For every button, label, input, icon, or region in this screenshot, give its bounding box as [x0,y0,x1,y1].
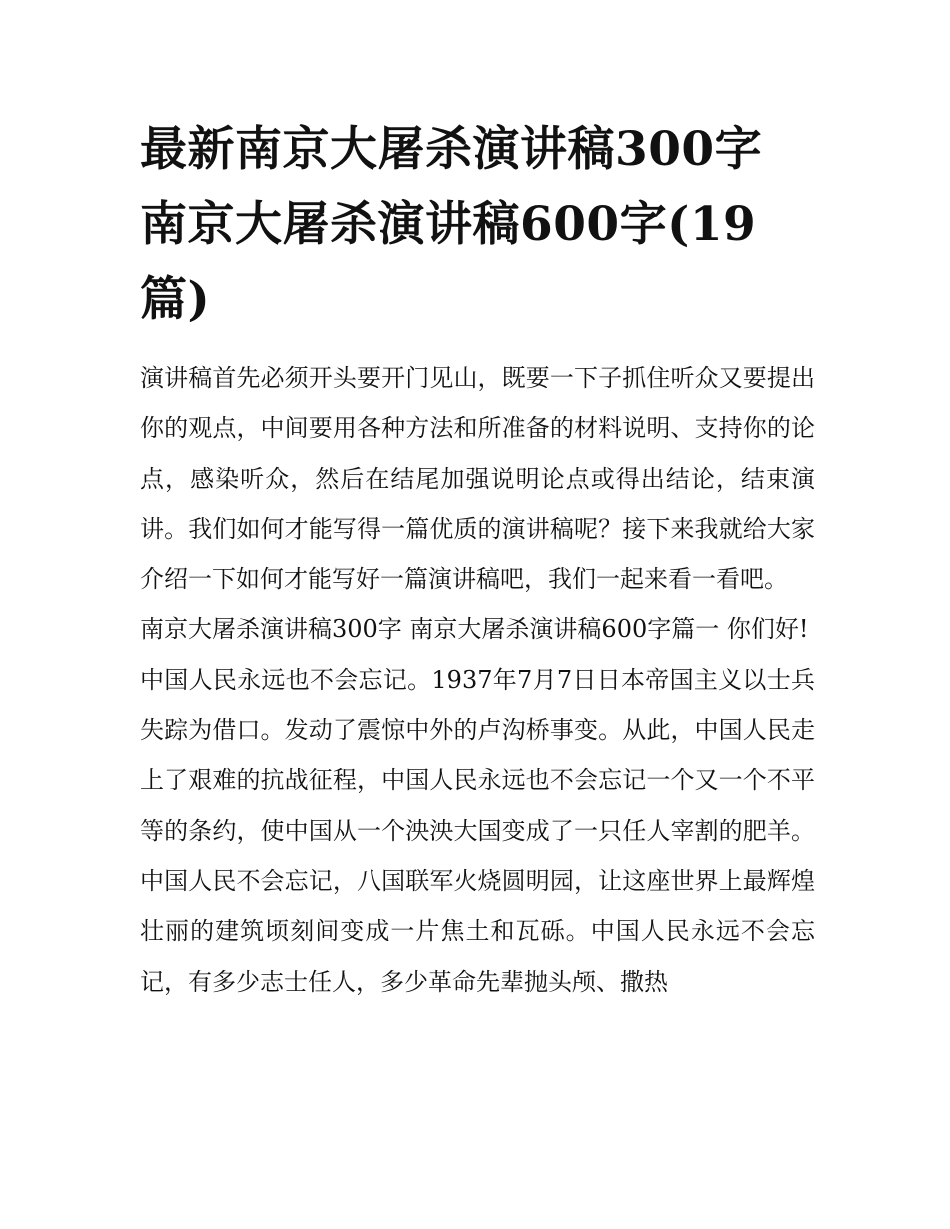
paragraph-section-heading: 南京大屠杀演讲稿300字 南京大屠杀演讲稿600字篇一 你们好! [140,615,809,644]
document-title: 最新南京大屠杀演讲稿300字 南京大屠杀演讲稿600字(19篇) [140,122,763,327]
paragraph-body: 中国人民永远也不会忘记。1937年7月7日日本帝国主义以士兵失踪为借口。发动了震惊中外的卢沟桥事变。从此，中国人民走上了艰难的抗战征程，中国人民永远也不会忘记一个又一个不平等的条约，使中国从一个泱泱大国变成了一只任人宰割的肥羊。中国人民不会忘记，八国联军火烧圆明园，让这座世界上最辉煌壮丽的建筑顷刻间变成一片焦土和瓦砾。中国人民永远不会忘记，有多少志士任人，多少革命先辈抛头颅、撒热 [140,665,815,996]
paragraph-intro: 演讲稿首先必须开头要开门见山，既要一下子抓住听众又要提出你的观点，中间要用各种方法和所准备的材料说明、支持你的论点，感染听众，然后在结尾加强说明论点或得出结论，结束演讲。我们如何才能写得一篇优质的演讲稿呢？接下来我就给大家介绍一下如何才能写好一篇演讲稿吧，我们一起来看一看吧。 [140,364,815,594]
document-body [140,353,815,1007]
document-content [140,112,815,1007]
